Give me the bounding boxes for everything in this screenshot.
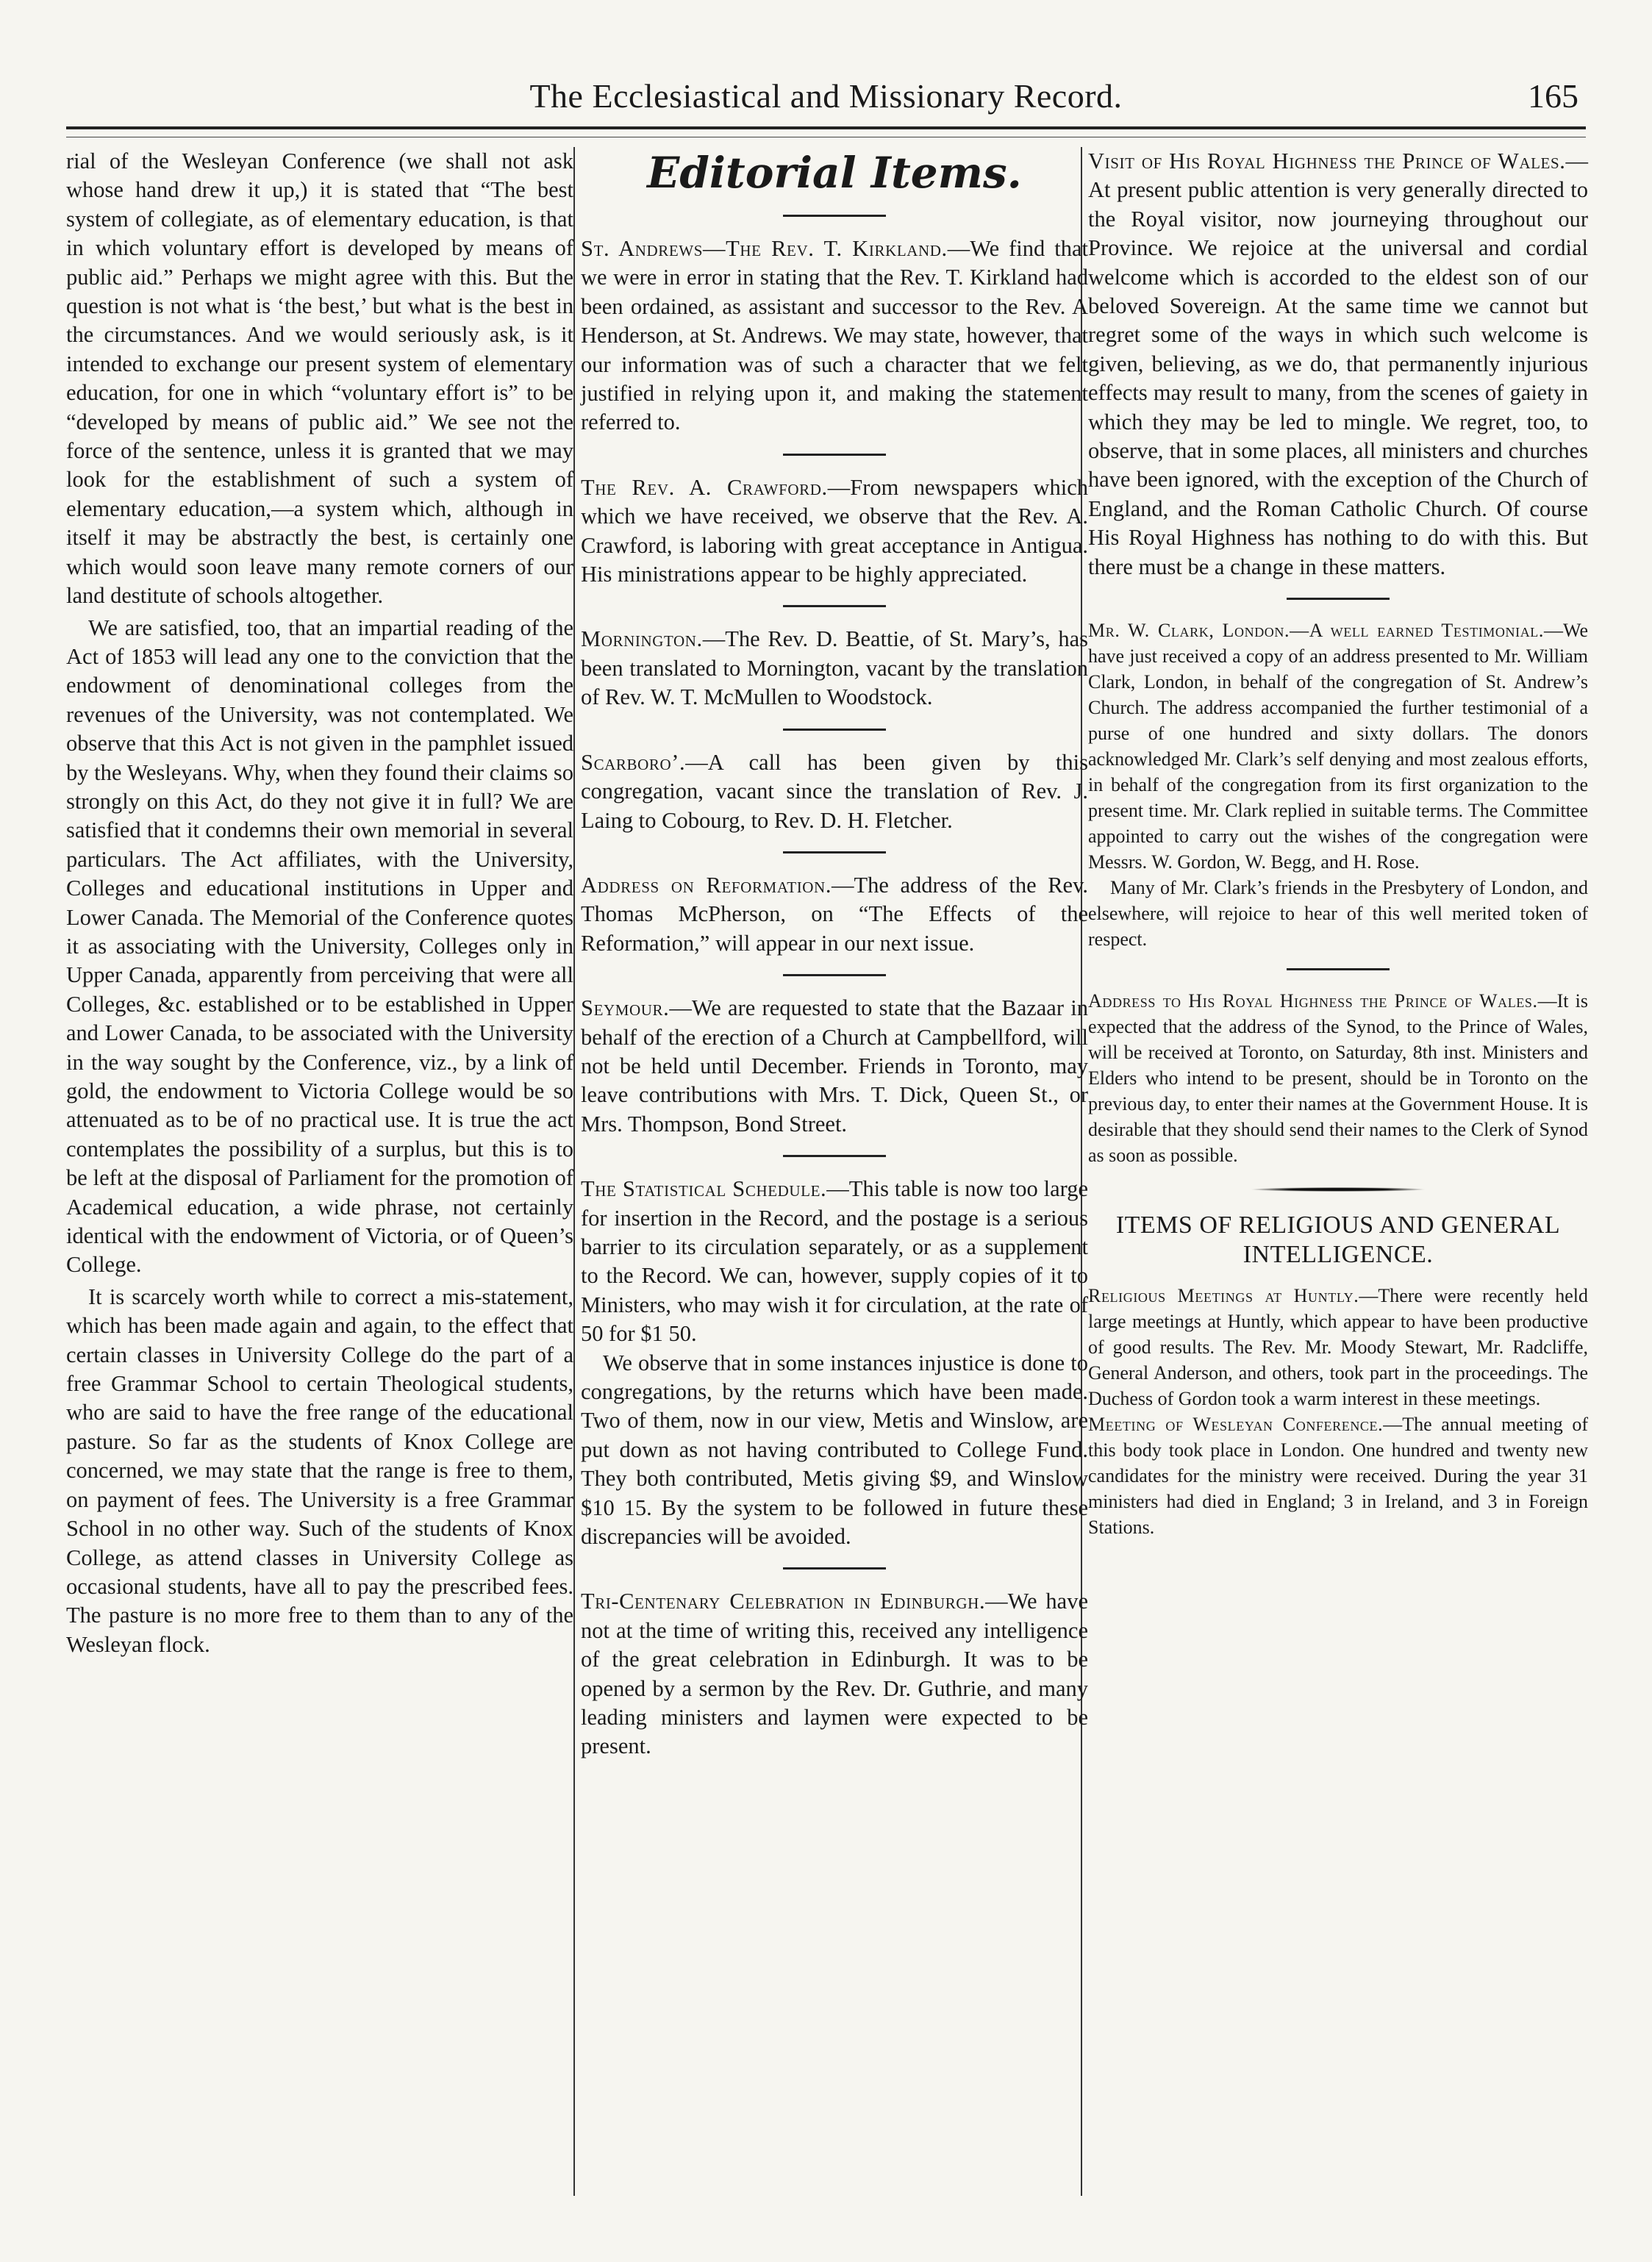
item-separator [783, 974, 886, 976]
news-item [1088, 1411, 1588, 1540]
item-lede: Visit of His Royal Highness the Prince of Wales. [1088, 148, 1566, 173]
column-divider [573, 147, 575, 2196]
news-item [581, 625, 1088, 712]
news-item [581, 748, 1088, 835]
item-text: —The annual meeting of this body took place in London. One hundred and twenty new candidates for the ministry were received. During the year 31 ministers had died in England; 3 in Ireland, and 3 in Foreign Stations. [1088, 1414, 1589, 1539]
item-text: —We are requested to state that the Bazaar in behalf of the erection of a Church at Campbellford, will not be held until December. Friends in Toronto, may leave contributions with Mrs. T. Dick, Queen St., or Mrs. Thompson, Bond Street. [581, 995, 1088, 1137]
news-item [581, 473, 1088, 590]
item-separator [783, 1567, 886, 1570]
paragraph: It is scarcely worth while to correct a mis-statement, which has been made again and again, to the effect that certain classes in University College do the part of a free Grammar School to certain Theological students, who are said to have the free range of the educational pasture. So far as the students of Knox College are concerned, we may state that the range is free to them, on payment of fees. The University is a free Grammar School in no other way. Such of the students of Knox College, as attend classes in University College as occasional students, have all to pay the prescribed fees. The pasture is no more free to them than to any of the Wesleyan flock. [66, 1284, 573, 1657]
item-lede: Mr. W. Clark, London.—A well earned Testimonial. [1088, 620, 1544, 642]
news-item [581, 871, 1088, 958]
item-lede: Religious Meetings at Huntly. [1088, 1285, 1359, 1307]
item-separator [783, 605, 886, 607]
item-separator [783, 454, 886, 456]
item-separator [783, 1155, 886, 1157]
column-middle [581, 147, 1088, 2196]
item-text: —It is expected that the address of the Synod, to the Prince of Wales, will be received at Toronto, on Saturday, 8th inst. Ministers and Elders who intend to be present, should be in Toronto on the previous day, to enter their names at the Government House. It is desirable that they should send their names to the Clerk of Synod as soon as possible. [1088, 990, 1588, 1167]
paragraph: We observe that in some instances injustice is done to congregations, by the returns which have been made. Two of them, now in our view, Metis and Winslow, are put down as not having contributed to College Fund. They both contributed, Metis giving $9, and Winslow $10 15. By the system to be followed in future these discrepancies will be avoided. [581, 1350, 1088, 1550]
section-title: Editorial Items. [647, 148, 1022, 198]
item-separator [783, 215, 886, 217]
paragraph: Many of Mr. Clark’s friends in the Presbytery of London, and elsewhere, will rejoice to hear of this well merited token of respect. [1088, 877, 1588, 951]
running-title: The Ecclesiastical and Missionary Record. [529, 77, 1123, 115]
item-text: —From newspapers which which we have received, we observe that the Rev. A. Crawford, is laboring with great acceptance in Antigua. His ministrations appear to be highly appreciated. [581, 474, 1088, 587]
news-item [1088, 1283, 1588, 1411]
paragraph: We are satisfied, too, that an impartial reading of the Act of 1853 will lead any one to the conviction that the endowment of denominational colleges from the revenues of the University, was not contemplated. We observe that this Act is not given in the pamphlet issued by the Wesleyans. Why, when they found their claims so strongly on this Act, do they not give it in full? We are satisfied that it condemns their own memorial in several particulars. The Act affiliates, with the University, Colleges and educational institutions in Upper and Lower Canada. The Memorial of the Conference quotes it as associating with the University, Colleges only in Upper Canada, apparently from perceiving that were all Colleges, &c. established or to be established in Upper and Lower Canada, to be associated with the University in the way sought by the Conference, viz., by a link of gold, the endowment to Victoria College would be so attenuated as to be of no practical use. It is true the act contemplates the possibility of a surplus, but this is to be left at the disposal of Parliament for the promotion of Academical education, a wide phrase, not certainly identical with the endowment of Victoria, or of Queen’s College. [66, 615, 573, 1278]
item-lede: Scarboro’. [581, 749, 686, 775]
item-lede: The Rev. A. Crawford. [581, 474, 828, 500]
item-lede: Tri-Centenary Celebration in Edinburgh. [581, 1589, 986, 1614]
item-text: —The address of the Rev. Thomas McPherson, on “The Effects of the Reformation,” will appear in our next issue. [581, 872, 1088, 956]
item-separator [1287, 968, 1390, 970]
item-text: —There were recently held large meetings at Huntly, which appear to have been productive of good results. The Rev. Mr. Moody Stewart, Mr. Radcliffe, General Anderson, and others, took part in the proceedings. The Duchess of Gordon took a warm interest in these meetings. [1088, 1285, 1589, 1410]
item-text: —This table is now too large for insertion in the Record, and the postage is a serious barrier to its circulation separately, or as a supplement to the Record. We can, however, supply copies of it to Ministers, who may wish it for circulation, at the rate of 50 for $1 50. [581, 1176, 1088, 1347]
item-separator [783, 729, 886, 731]
news-item [581, 1587, 1088, 1761]
section-heading: ITEMS OF RELIGIOUS AND GENERAL INTELLIGENCE. [1115, 1211, 1561, 1269]
item-text: —We have just received a copy of an address presented to Mr. William Clark, London, in behalf of the congregation of St. Andrew’s Church. The address accompanied the further testimonial of a purse of one hundred and sixty dollars. The donors acknowledged Mr. Clark’s self denying and most zealous efforts, in behalf of the congregation from its first organization to the present time. Mr. Clark replied in suitable terms. The Committee appointed to carry out the wishes of the congregation were Messrs. W. Gordon, W. Begg, and H. Rose. [1088, 620, 1588, 873]
item-text: —We have not at the time of writing this, received any intelligence of the great celebration in Edinburgh. It was to be opened by a sermon by the Rev. Dr. Guthrie, and many leading ministers and laymen were expected to be present. [581, 1589, 1088, 1759]
column-left [66, 147, 573, 2196]
item-text: —We find that we were in error in stating that the Rev. T. Kirkland had been ordained, as assistant and successor to the Rev. A Henderson, at St. Andrews. We may state, however, that our information was of such a character that we felt justified in relying upon it, and making the statement referred to. [581, 236, 1088, 435]
item-lede: St. Andrews—The Rev. T. Kirkland. [581, 236, 948, 261]
item-text: —The Rev. D. Beattie, of St. Mary’s, has been translated to Mornington, vacant by the translation of Rev. W. T. McMullen to Woodstock. [581, 626, 1088, 710]
item-text: —A call has been given by this congregation, vacant since the translation of Rev. J. Laing to Cobourg, to Rev. D. H. Fletcher. [581, 749, 1088, 833]
item-lede: The Statistical Schedule. [581, 1176, 827, 1202]
news-item [581, 235, 1088, 437]
news-item [1088, 988, 1588, 1168]
news-item [581, 1175, 1088, 1348]
paragraph: rial of the Wesleyan Conference (we shall not ask whose hand drew it up,) it is stated that “The best system of collegiate, as of elementary education, is that in which voluntary effort is developed by means of public aid.” Perhaps we might agree with this. But the question is not what is ‘the best,’ but what is the best in the circumstances. And we would seriously ask, is it intended to exchange our present system of elementary education, for one in which “voluntary effort is” to be “developed by means of public aid.” We see not the force of the sentence, unless it is granted that we may look for the establishment of such a system of elementary education,—a system which, although in itself it may be abstractly the best, is certainly one which would soon leave many remote corners of our land destitute of schools altogether. [66, 148, 573, 609]
item-separator [783, 851, 886, 853]
item-text: —At present public attention is very generally directed to the Royal visitor, now journeying throughout our Province. We rejoice at the universal and cordial welcome which is accorded to the eldest son of our beloved Sovereign. At the same time we cannot but regret some of the ways in which such welcome is given, believing, as we do, that permanently injurious effects may result to many, from the scenes of gaiety in which they may be led to mingle. We regret, too, to observe, that in some places, all ministers and churches have been ignored, with the exception of the Church of England, and the Roman Catholic Church. Of course His Royal Highness has nothing to do with this. But there must be a change in these matters. [1088, 148, 1588, 579]
news-item [1088, 147, 1588, 581]
item-separator [1287, 598, 1390, 600]
news-item [581, 994, 1088, 1139]
item-lede: Seymour. [581, 995, 670, 1021]
item-lede: Meeting of Wesleyan Conference. [1088, 1414, 1384, 1436]
ornament-rule [1250, 1187, 1426, 1192]
item-lede: Address on Reformation. [581, 872, 832, 898]
header-rule [66, 126, 1586, 137]
running-head [66, 71, 1586, 122]
news-item [1088, 618, 1588, 875]
item-lede: Mornington. [581, 626, 703, 652]
page-number: 165 [1528, 77, 1578, 115]
column-right [1088, 147, 1588, 2196]
item-lede: Address to His Royal Highness the Prince of Wales. [1088, 990, 1538, 1012]
